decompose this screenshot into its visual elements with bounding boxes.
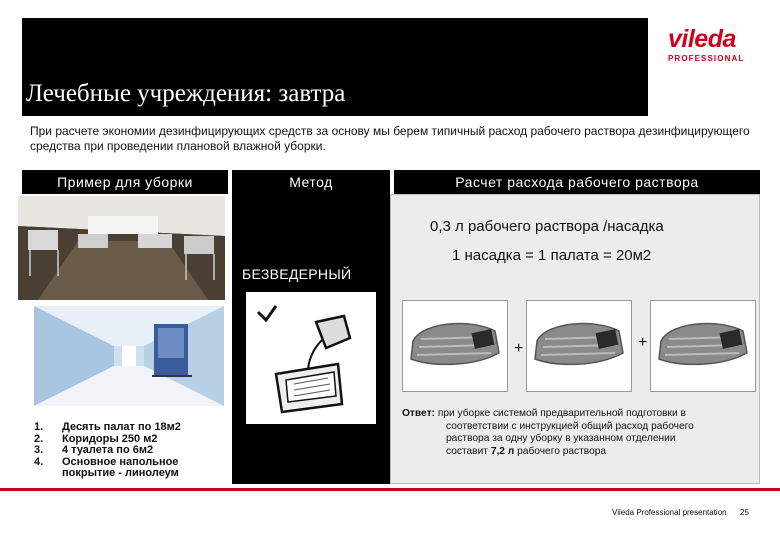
answer-label: Ответ:: [402, 408, 435, 419]
list-item-number: [34, 468, 62, 480]
page-title: Лечебные учреждения: завтра: [26, 80, 346, 107]
vileda-logo: vileda: [668, 25, 736, 53]
answer-text: [402, 408, 752, 458]
answer-line-4-pre: составит: [446, 445, 488, 457]
column-header-example: Пример для уборки: [22, 170, 228, 194]
intro-text: При расчете экономии дезинфицирующих средств за основу мы берем типичный расход рабочего раствора дезинфицирующего средства при проведении плановой влажной уборки.: [30, 124, 750, 153]
list-item: [34, 422, 181, 434]
answer-line-4: [402, 446, 752, 459]
plus-sign: +: [514, 340, 524, 357]
hospital-ward-photo: [18, 196, 225, 300]
method-label: БЕЗВЕДЕРНЫЙ: [242, 266, 352, 282]
mop-pad-icon: [527, 301, 631, 391]
mop-pad-icon: [403, 301, 507, 391]
list-item-text: Десять палат по 18м2: [62, 421, 181, 433]
footer-divider: [0, 488, 780, 491]
cleaning-example-list: [34, 422, 181, 480]
list-item-number: 1.: [34, 421, 44, 433]
pouring-solution-icon: [246, 292, 376, 424]
footer-text: Vileda Professional presentation: [612, 508, 727, 517]
column-header-calc: Расчет расхода рабочего раствора: [394, 170, 760, 194]
answer-line-2: соответствии с инструкцией общий расход рабочего: [446, 420, 694, 432]
hospital-corridor-photo: [34, 306, 224, 406]
list-item-number: 3.: [34, 444, 44, 456]
mop-pad-image: [650, 300, 756, 392]
calc-line-2: 1 насадка = 1 палата = 20м2: [452, 247, 652, 264]
answer-value: 7,2 л: [490, 445, 515, 457]
list-item-text: Коридоры 250 м2: [62, 432, 158, 445]
mop-pad-icon: [651, 301, 755, 391]
list-item-text: 4 туалета по 6м2: [62, 444, 154, 456]
plus-sign: +: [638, 334, 648, 351]
list-item: [34, 445, 181, 457]
mop-pad-image: [402, 300, 508, 392]
list-item-number: 2.: [34, 432, 44, 445]
calc-line-1: 0,3 л рабочего раствора /насадка: [430, 218, 664, 235]
vileda-logo-sub: PROFESSIONAL: [668, 54, 745, 63]
mop-pad-image: [526, 300, 632, 392]
list-item-number: 4.: [34, 455, 44, 468]
list-item-text: Основное напольное: [62, 455, 179, 468]
answer-line-1: при уборке системой предварительной подготовки в: [437, 408, 686, 419]
answer-line-4-post: рабочего раствора: [517, 445, 607, 457]
page-number: 25: [740, 508, 749, 517]
column-header-method: Метод: [232, 170, 390, 194]
list-item: [34, 468, 181, 480]
list-item-text: покрытие - линолеум: [62, 467, 179, 479]
answer-line-3: раствора за одну уборку в указанном отделении: [446, 433, 676, 444]
